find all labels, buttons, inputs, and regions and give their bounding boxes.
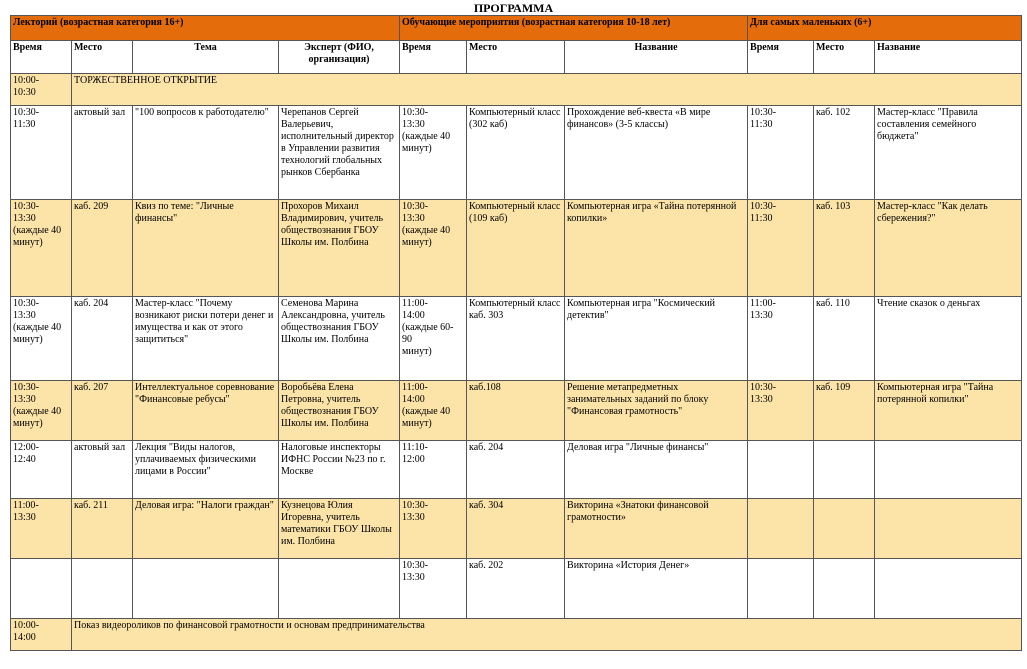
- cell-topic: Деловая игра: "Налоги граждан": [133, 499, 279, 559]
- cell-edu-name: Компьютерная игра "Космический детектив": [565, 297, 748, 381]
- cell-edu-place: Компьютерный класс (302 каб): [467, 106, 565, 200]
- cell-place: каб. 211: [72, 499, 133, 559]
- group-education: Обучающие мероприятия (возрастная категория 10-18 лет): [400, 16, 748, 41]
- table-row: [11, 297, 1022, 381]
- cell-edu-time: 11:10- 12:00: [400, 441, 467, 499]
- cell-place: актовый зал: [72, 106, 133, 200]
- table-row: [11, 499, 1022, 559]
- opening-time: 10:00- 10:30: [11, 74, 72, 106]
- cell-kids-time: 10:30- 13:30: [748, 381, 814, 441]
- closing-row: [11, 619, 1022, 651]
- cell-time: 12:00- 12:40: [11, 441, 72, 499]
- cell-kids-name: [875, 441, 1022, 499]
- cell-expert: Черепанов Сергей Валерьевич, исполнительный директор в Управлении развития технологий глобальных рынков Сбербанка: [279, 106, 400, 200]
- cell-topic: Интеллектуальное соревнование "Финансовые ребусы": [133, 381, 279, 441]
- cell-edu-time: 10:30- 13:30: [400, 499, 467, 559]
- cell-edu-time: 10:30- 13:30 (каждые 40 минут): [400, 200, 467, 297]
- cell-place: каб. 204: [72, 297, 133, 381]
- cell-kids-time: 11:00- 13:30: [748, 297, 814, 381]
- cell-kids-place: каб. 102: [814, 106, 875, 200]
- cell-place: каб. 209: [72, 200, 133, 297]
- cell-expert: Прохоров Михаил Владимирович, учитель обществознания ГБОУ Школы им. Полбина: [279, 200, 400, 297]
- cell-kids-time: [748, 559, 814, 619]
- cell-expert: Семенова Марина Александровна, учитель обществознания ГБОУ Школы им. Полбина: [279, 297, 400, 381]
- cell-edu-name: Решение метапредметных занимательных заданий по блоку "Финансовая грамотность": [565, 381, 748, 441]
- col-place: Место: [814, 41, 875, 74]
- cell-kids-time: 10:30- 11:30: [748, 200, 814, 297]
- cell-place: [72, 559, 133, 619]
- cell-expert: Кузнецова Юлия Игоревна, учитель математики ГБОУ Школы им. Полбина: [279, 499, 400, 559]
- page-title: ПРОГРАММА: [473, 1, 554, 15]
- cell-edu-name: Компьютерная игра «Тайна потерянной копилки»: [565, 200, 748, 297]
- cell-edu-place: Компьютерный класс каб. 303: [467, 297, 565, 381]
- cell-edu-place: Компьютерный класс (109 каб): [467, 200, 565, 297]
- col-expert: Эксперт (ФИО, организация): [279, 41, 400, 74]
- table-row: [11, 559, 1022, 619]
- table-row: [11, 381, 1022, 441]
- cell-edu-time: 10:30- 13:30 (каждые 40 минут): [400, 106, 467, 200]
- col-name: Название: [565, 41, 748, 74]
- table-row: [11, 200, 1022, 297]
- cell-place: актовый зал: [72, 441, 133, 499]
- cell-edu-name: Викторина «История Денег»: [565, 559, 748, 619]
- col-topic: Тема: [133, 41, 279, 74]
- cell-topic: Лекция "Виды налогов, уплачиваемых физическими лицами в России": [133, 441, 279, 499]
- cell-kids-place: каб. 110: [814, 297, 875, 381]
- cell-edu-name: Викторина «Знатоки финансовой грамотности»: [565, 499, 748, 559]
- group-kids: Для самых маленьких (6+): [748, 16, 1022, 41]
- cell-edu-time: 11:00- 14:00 (каждые 60- 90 минут): [400, 297, 467, 381]
- cell-edu-place: каб. 202: [467, 559, 565, 619]
- col-time: Время: [11, 41, 72, 74]
- cell-kids-name: Чтение сказок о деньгах: [875, 297, 1022, 381]
- col-place: Место: [72, 41, 133, 74]
- cell-kids-place: [814, 441, 875, 499]
- column-header-row: [11, 41, 1022, 74]
- cell-topic: "100 вопросов к работодателю": [133, 106, 279, 200]
- opening-row: [11, 74, 1022, 106]
- cell-edu-time: 10:30- 13:30: [400, 559, 467, 619]
- cell-time: 10:30- 13:30 (каждые 40 минут): [11, 381, 72, 441]
- col-place: Место: [467, 41, 565, 74]
- cell-kids-place: [814, 559, 875, 619]
- cell-place: каб. 207: [72, 381, 133, 441]
- cell-kids-name: [875, 559, 1022, 619]
- col-time: Время: [400, 41, 467, 74]
- cell-edu-place: каб. 304: [467, 499, 565, 559]
- cell-time: 10:30- 13:30 (каждые 40 минут): [11, 200, 72, 297]
- program-table: [10, 15, 1022, 651]
- group-lectures: Лекторий (возрастная категория 16+): [11, 16, 400, 41]
- cell-kids-place: каб. 103: [814, 200, 875, 297]
- cell-edu-time: 11:00- 14:00 (каждые 40 минут): [400, 381, 467, 441]
- cell-kids-place: каб. 109: [814, 381, 875, 441]
- table-row: [11, 106, 1022, 200]
- cell-expert: Воробьёва Елена Петровна, учитель обществознания ГБОУ Школы им. Полбина: [279, 381, 400, 441]
- cell-time: 10:30- 11:30: [11, 106, 72, 200]
- cell-topic: [133, 559, 279, 619]
- cell-kids-name: Мастер-класс "Правила составления семейного бюджета": [875, 106, 1022, 200]
- closing-time: 10:00- 14:00: [11, 619, 72, 651]
- cell-kids-place: [814, 499, 875, 559]
- col-name: Название: [875, 41, 1022, 74]
- closing-text: Показ видеороликов по финансовой грамотности и основам предпринимательства: [72, 619, 1022, 651]
- cell-kids-name: Компьютерная игра "Тайна потерянной копилки": [875, 381, 1022, 441]
- cell-kids-time: [748, 441, 814, 499]
- cell-kids-time: [748, 499, 814, 559]
- cell-expert: Налоговые инспекторы ИФНС России №23 по г. Москве: [279, 441, 400, 499]
- cell-time: 10:30- 13:30 (каждые 40 минут): [11, 297, 72, 381]
- col-time: Время: [748, 41, 814, 74]
- table-row: [11, 441, 1022, 499]
- group-header-row: [11, 16, 1022, 41]
- cell-topic: Квиз по теме: "Личные финансы": [133, 200, 279, 297]
- opening-text: ТОРЖЕСТВЕННОЕ ОТКРЫТИЕ: [72, 74, 1022, 106]
- cell-kids-name: [875, 499, 1022, 559]
- cell-kids-name: Мастер-класс "Как делать сбережения?": [875, 200, 1022, 297]
- cell-edu-name: Прохождение веб-квеста «В мире финансов» (3-5 классы): [565, 106, 748, 200]
- cell-edu-place: каб.108: [467, 381, 565, 441]
- cell-topic: Мастер-класс "Почему возникают риски потери денег и имущества и как от этого защититься": [133, 297, 279, 381]
- cell-time: [11, 559, 72, 619]
- cell-time: 11:00- 13:30: [11, 499, 72, 559]
- cell-expert: [279, 559, 400, 619]
- cell-edu-place: каб. 204: [467, 441, 565, 499]
- cell-edu-name: Деловая игра "Личные финансы": [565, 441, 748, 499]
- cell-kids-time: 10:30- 11:30: [748, 106, 814, 200]
